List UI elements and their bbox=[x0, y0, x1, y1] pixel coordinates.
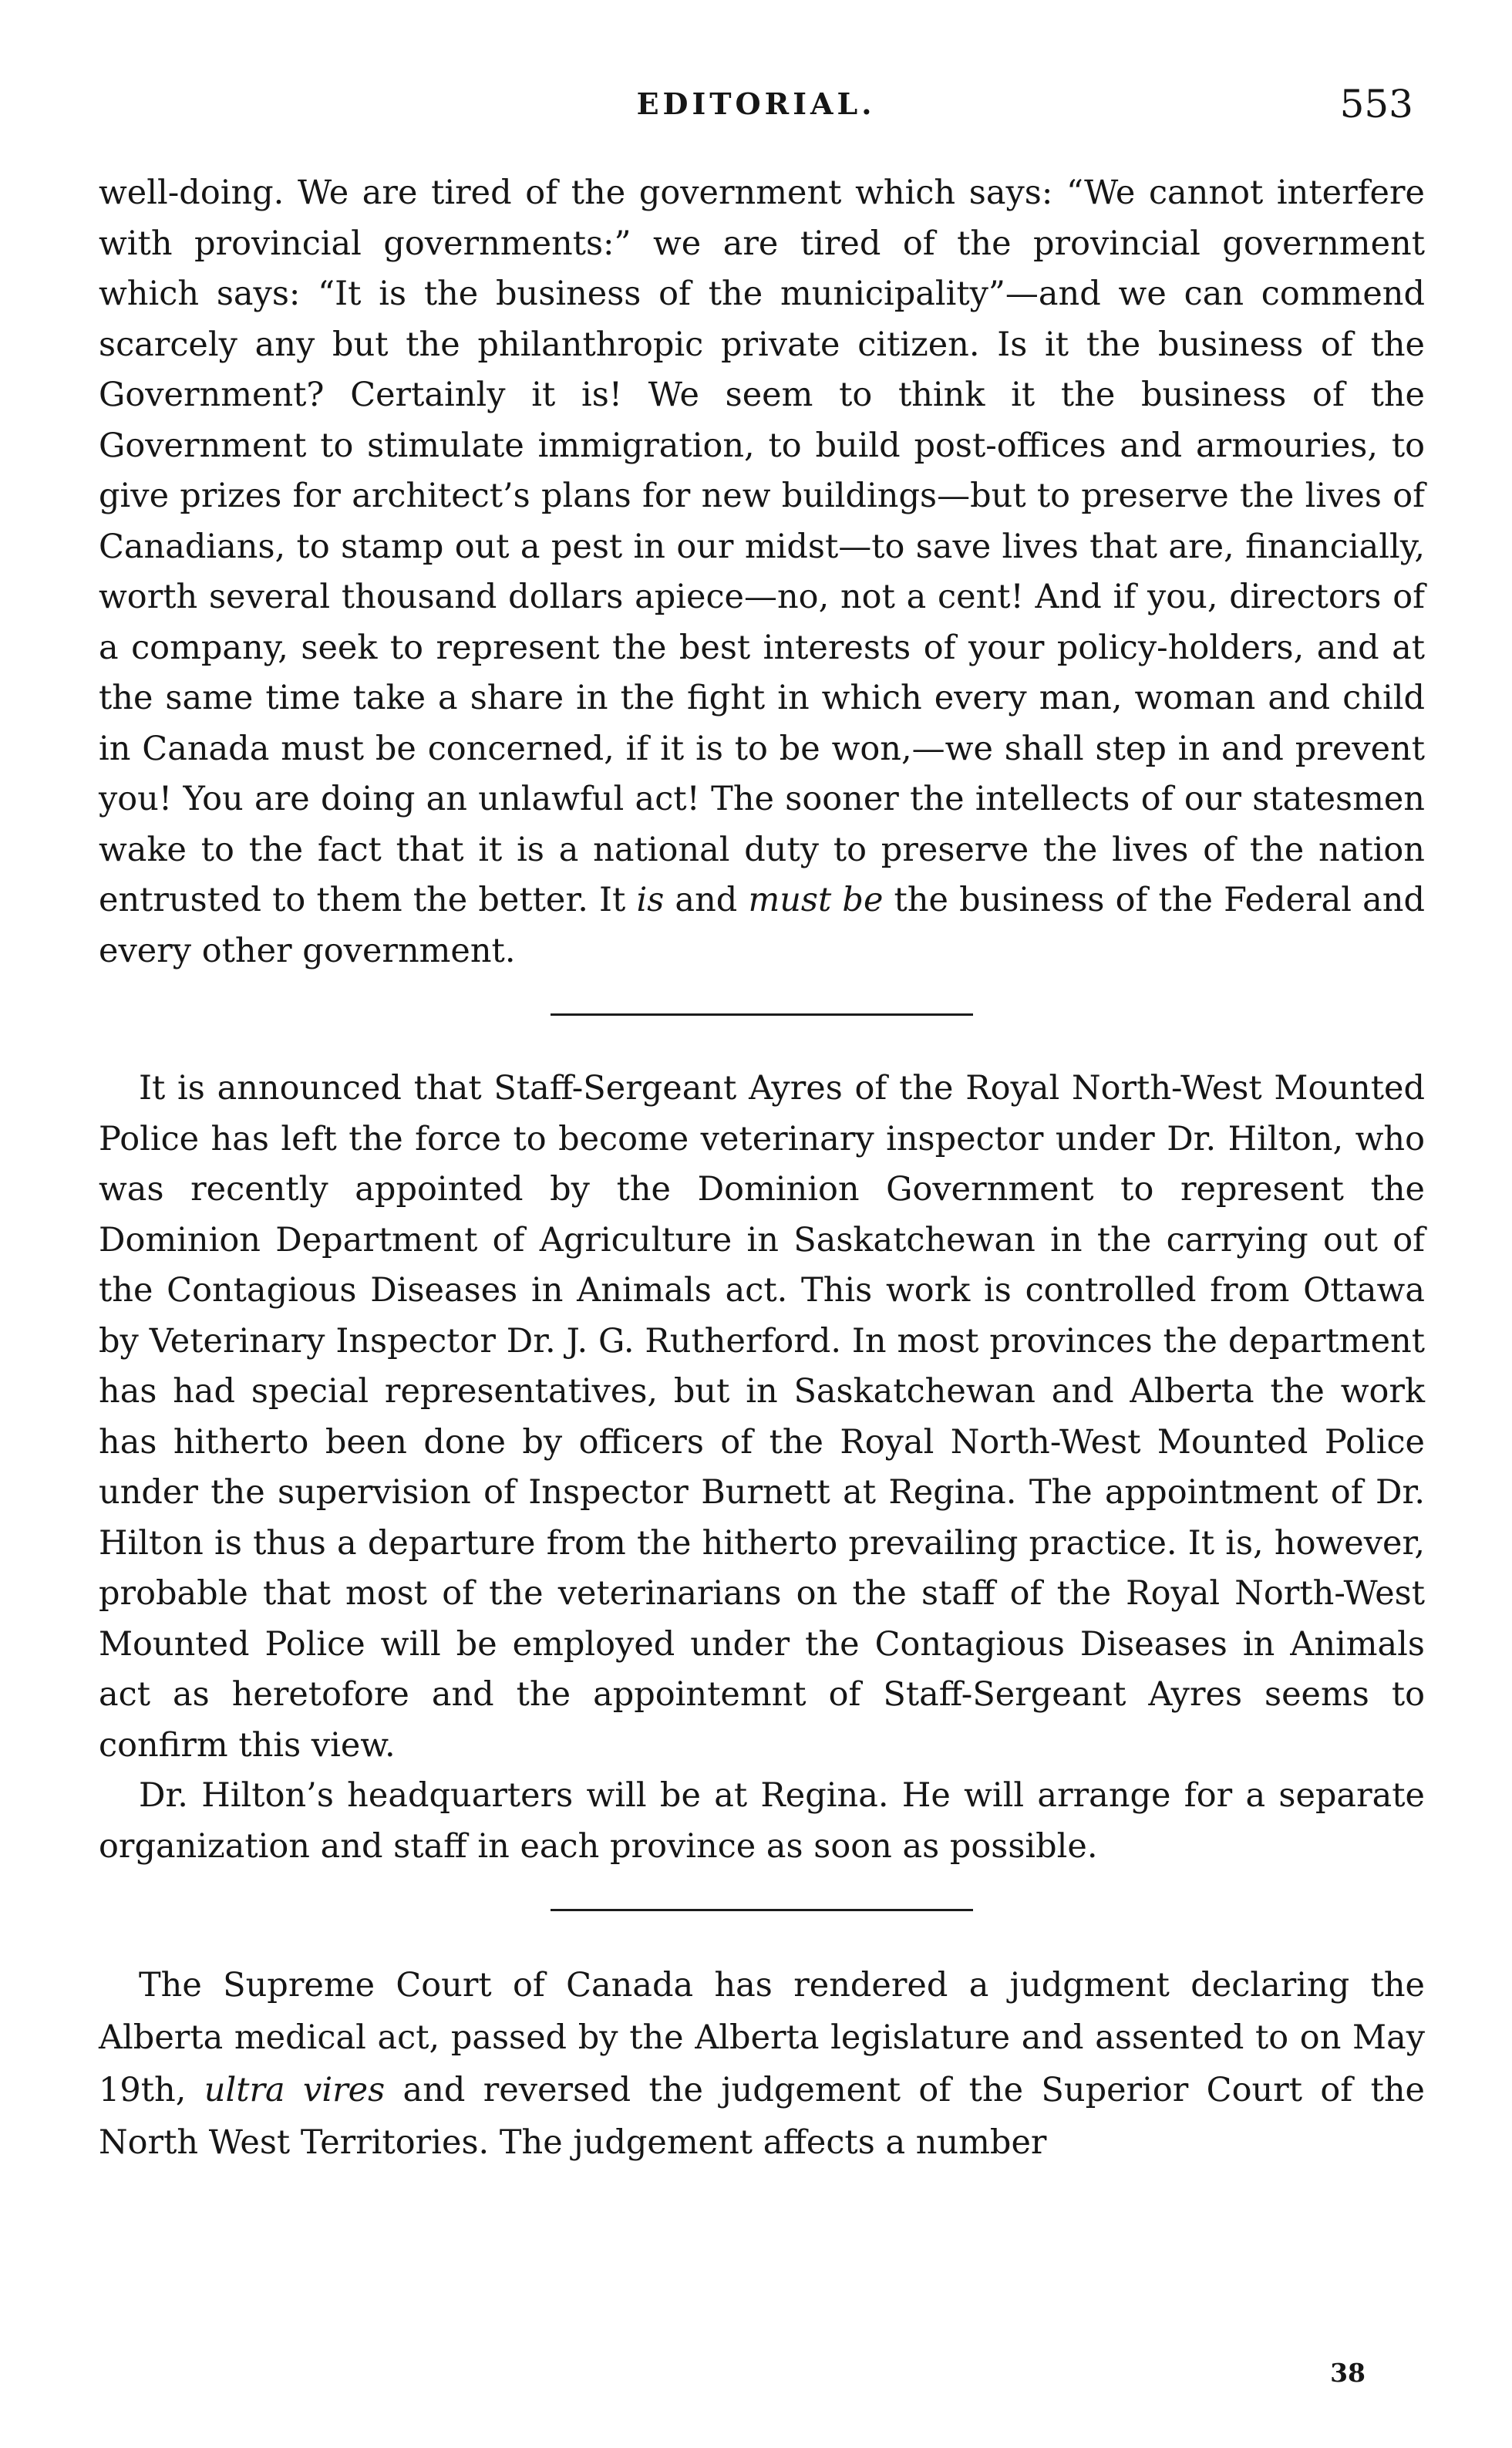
text-run: The Supreme Court of Canada has rendered a judgment declaring the Alberta medical act, passed by the Alberta legislature and assented to on May 19th, bbox=[99, 1966, 1425, 2109]
text-run: Dr. Hilton’s headquarters will be at Regina. He will arrange for a separate organization and staff in each province as soon as possible. bbox=[99, 1776, 1425, 1866]
text-column bbox=[99, 168, 1425, 2169]
section-divider bbox=[551, 1909, 973, 1911]
text-run: and bbox=[664, 881, 749, 919]
text-run: It is announced that Staff-Sergeant Ayres of the Royal North-West Mounted Police has left the force to become veterinary inspector under Dr. Hilton, who was recently appointed by the Dominion Government to represent the Dominion Department of Agriculture in Saskatchewan in the carrying out of the Contagious Diseases in Animals act. This work is controlled from Ottawa by Veterinary Inspector Dr. J. G. Rutherford. In most provinces the department has had special representatives, but in Saskatchewan and Alberta the work has hitherto been done by officers of the Royal North-West Mounted Police under the supervision of Inspector Burnett at Regina. The appointment of Dr. Hilton is thus a departure from the hitherto prevailing practice. It is, however, probable that most of the veterinarians on the staff of the Royal North-West Mounted Police will be employed under the Contagious Diseases in Animals act as heretofore and the appointemnt of Staff-Sergeant Ayres seems to confirm this view. bbox=[99, 1069, 1425, 1765]
signature-mark: 38 bbox=[1330, 2358, 1366, 2388]
editorial-section-supreme-court bbox=[99, 1959, 1425, 2169]
italic-run: is bbox=[636, 881, 665, 919]
paragraph bbox=[99, 1959, 1425, 2169]
page-number: 553 bbox=[1339, 82, 1413, 126]
italic-run: ultra vires bbox=[204, 2071, 386, 2109]
text-run: and reversed the judgement of the Superior Court of the North West Territories. The judgement affects a number bbox=[99, 2071, 1425, 2162]
running-head bbox=[0, 82, 1512, 133]
italic-run: must be bbox=[748, 881, 884, 919]
paragraph bbox=[99, 1771, 1425, 1872]
editorial-section-continued bbox=[99, 168, 1425, 976]
text-run: the business of the Federal and every other government. bbox=[99, 881, 1425, 970]
running-title: EDITORIAL. bbox=[636, 86, 876, 121]
section-divider bbox=[551, 1013, 973, 1016]
text-run: well-doing. We are tired of the government which says: “We cannot interfere with provincial governments:” we are tired of the provincial government which says: “It is the business of the municipality”—and we can commend scarcely any but the philanthropic private citizen. Is it the business of the Government? Certainly it is! We seem to think it the business of the Government to stimulate immigration, to build post-offices and armouries, to give prizes for architect’s plans for new buildings—but to preserve the lives of Canadians, to stamp out a pest in our midst—to save lives that are, financially, worth several thousand dollars apiece—no, not a cent! And if you, directors of a company, seek to represent the best interests of your policy-holders, and at the same time take a share in the fight in which every man, woman and child in Canada must be concerned, if it is to be won,—we shall step in and prevent you! You are doing an unlawful act! The sooner the intellects of our statesmen wake to the fact that it is a national duty to preserve the lives of the nation entrusted to them the better. It bbox=[99, 174, 1425, 919]
editorial-section-veterinary-inspector bbox=[99, 1064, 1425, 1872]
paragraph bbox=[99, 1064, 1425, 1771]
paragraph bbox=[99, 168, 1425, 976]
